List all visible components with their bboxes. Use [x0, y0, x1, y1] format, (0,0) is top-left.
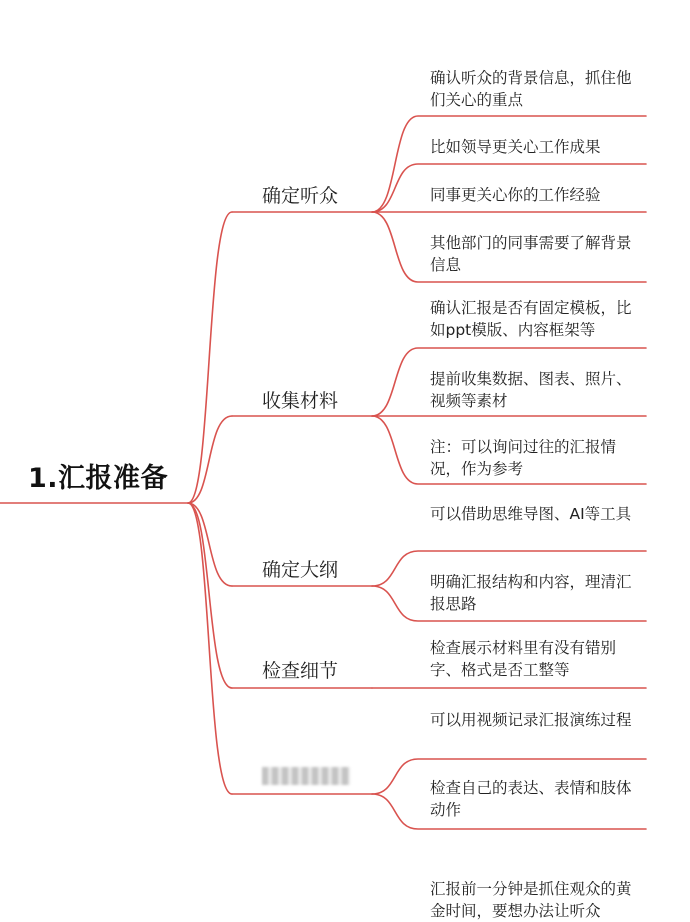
leaf-4-1: 检查展示材料里有没有错别字、格式是否工整等 — [430, 639, 617, 679]
branch-label-5-redacted — [262, 764, 350, 786]
branch-label-1: 确定听众 — [262, 185, 339, 207]
leaf-1-1: 确认听众的背景信息，抓住他们关心的重点 — [430, 69, 632, 109]
leaf-1-2: 比如领导更关心工作成果 — [430, 138, 601, 156]
leaf-3-1: 可以借助思维导图、AI等工具 — [430, 505, 632, 523]
root-to-branch-3-curve — [188, 503, 232, 586]
leaf-3-2: 明确汇报结构和内容，理清汇报思路 — [430, 573, 632, 613]
branch-label-4: 检查细节 — [262, 660, 339, 682]
leaf-2-3: 注：可以询问过往的汇报情况，作为参考 — [430, 438, 617, 478]
leaf-1-3: 同事更关心你的工作经验 — [430, 186, 601, 204]
leaf-5-2: 检查自己的表达、表情和肢体动作 — [430, 779, 632, 819]
leaf-1-4: 其他部门的同事需要了解背景信息 — [430, 234, 632, 274]
branch-label-2: 收集材料 — [262, 390, 339, 412]
root-topic: 1.汇报准备 — [28, 463, 169, 494]
redacted-text-blur — [262, 767, 350, 785]
branch-label-3: 确定大纲 — [262, 559, 339, 581]
root-to-branch-2-curve — [188, 416, 232, 503]
trailing-leaf-text: 汇报前一分钟是抓住观众的黄金时间，要想办法让听众 — [430, 880, 632, 920]
leaf-5-1: 可以用视频记录汇报演练过程 — [430, 711, 632, 729]
leaf-2-2: 提前收集数据、图表、照片、视频等素材 — [430, 370, 632, 410]
leaf-2-1: 确认汇报是否有固定模板，比如ppt模版、内容框架等 — [430, 299, 632, 339]
